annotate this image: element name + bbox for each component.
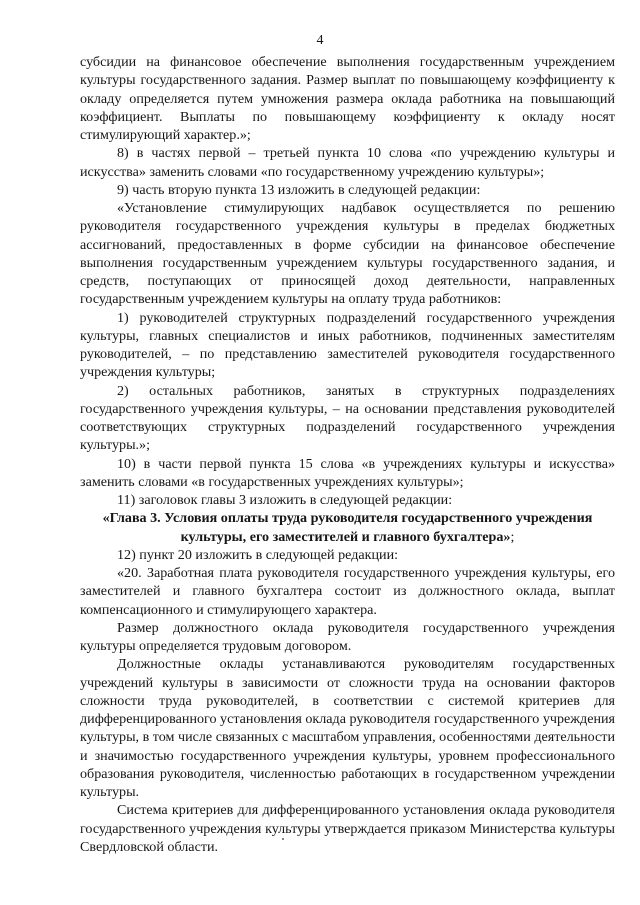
paragraph-subitem-1: 1) руководителей структурных подразделений государственного учреждения культуры, главных специалистов и иных работников, подчиненных заместителям руководителей, – по представлению заместителей руководителя государственного учреждения культуры; (80, 309, 615, 381)
paragraph-quote-incentives: «Установление стимулирующих надбавок осуществляется по решению руководителя государственного учреждения культуры в пределах бюджетных ассигнований, предоставленных в форме субсидии на финансовое обеспечение выполнения государственным учреждением культуры государственного задания, и средств, поступающих от приносящей доход деятельности, направленных государственным учреждением культуры на оплату труда работников: (80, 200, 615, 308)
paragraph-salary-factors: Должностные оклады устанавливаются руководителям государственных учреждений культуры в зависимости от сложности труда на основании факторов сложности труда руководителей, в соответствии с системой критериев для дифференцированного установления оклада руководителя государственного учреждения культуры, в том числе связанных с масштабом управления, особенностями деятельности и значимостью государственного учреждения культуры, уровнем профессионального образования руководителя, численностью работающих в государственном учреждении культуры. (80, 656, 616, 800)
paragraph-salary-size: Размер должностного оклада руководителя государственного учреждения культуры определяется трудовым договором. (80, 619, 615, 654)
paragraph-item-11: 11) заголовок главы 3 изложить в следующей редакции: (117, 492, 453, 508)
paragraph-item-10: 10) в части первой пункта 15 слова «в учреждениях культуры и искусства» заменить словами «в государственных учреждениях культуры»; (80, 455, 615, 490)
document-body (80, 53, 615, 856)
chapter-heading (80, 509, 615, 546)
paragraph-point-20: «20. Заработная плата руководителя государственного учреждения культуры, его заместителей и главного бухгалтера состоит из должностного оклада, выплат компенсационного и стимулирующего характера. (80, 565, 615, 618)
page-number: 4 (316, 33, 324, 48)
paragraph-criteria-system: Система критериев для дифференцированного установления оклада руководителя государственного учреждения культуры утверждается приказом Министерства культуры Свердловской области. (80, 802, 615, 855)
paragraph-subitem-2: 2) остальных работников, занятых в структурных подразделениях государственного учреждения культуры, – на основании представления руководителей соответствующих структурных подразделений государственного учреждения культуры.»; (80, 382, 615, 454)
paragraph-continuation: субсидии на финансовое обеспечение выполнения государственным учреждением культуры государственного задания. Размер выплат по повышающему коэффициенту к окладу определяется путем умножения размера оклада работника на повышающий коэффициент. Выплаты по повышающему коэффициенту к окладу носят стимулирующий характер.»; (80, 54, 615, 143)
chapter-heading-text: «Глава 3. Условия оплаты труда руководителя государственного учреждения культуры, его заместителей и главного бухгалтера» (102, 510, 593, 545)
scan-speck (282, 838, 284, 840)
paragraph-item-9: 9) часть вторую пункта 13 изложить в следующей редакции: (117, 181, 481, 198)
paragraph-item-12: 12) пункт 20 изложить в следующей редакции: (117, 546, 399, 563)
paragraph-item-8: 8) в частях первой – третьей пункта 10 слова «по учреждению культуры и искусства» заменить словами «по государственному учреждению культуры»; (80, 145, 615, 180)
chapter-heading-suffix: ; (510, 528, 515, 545)
